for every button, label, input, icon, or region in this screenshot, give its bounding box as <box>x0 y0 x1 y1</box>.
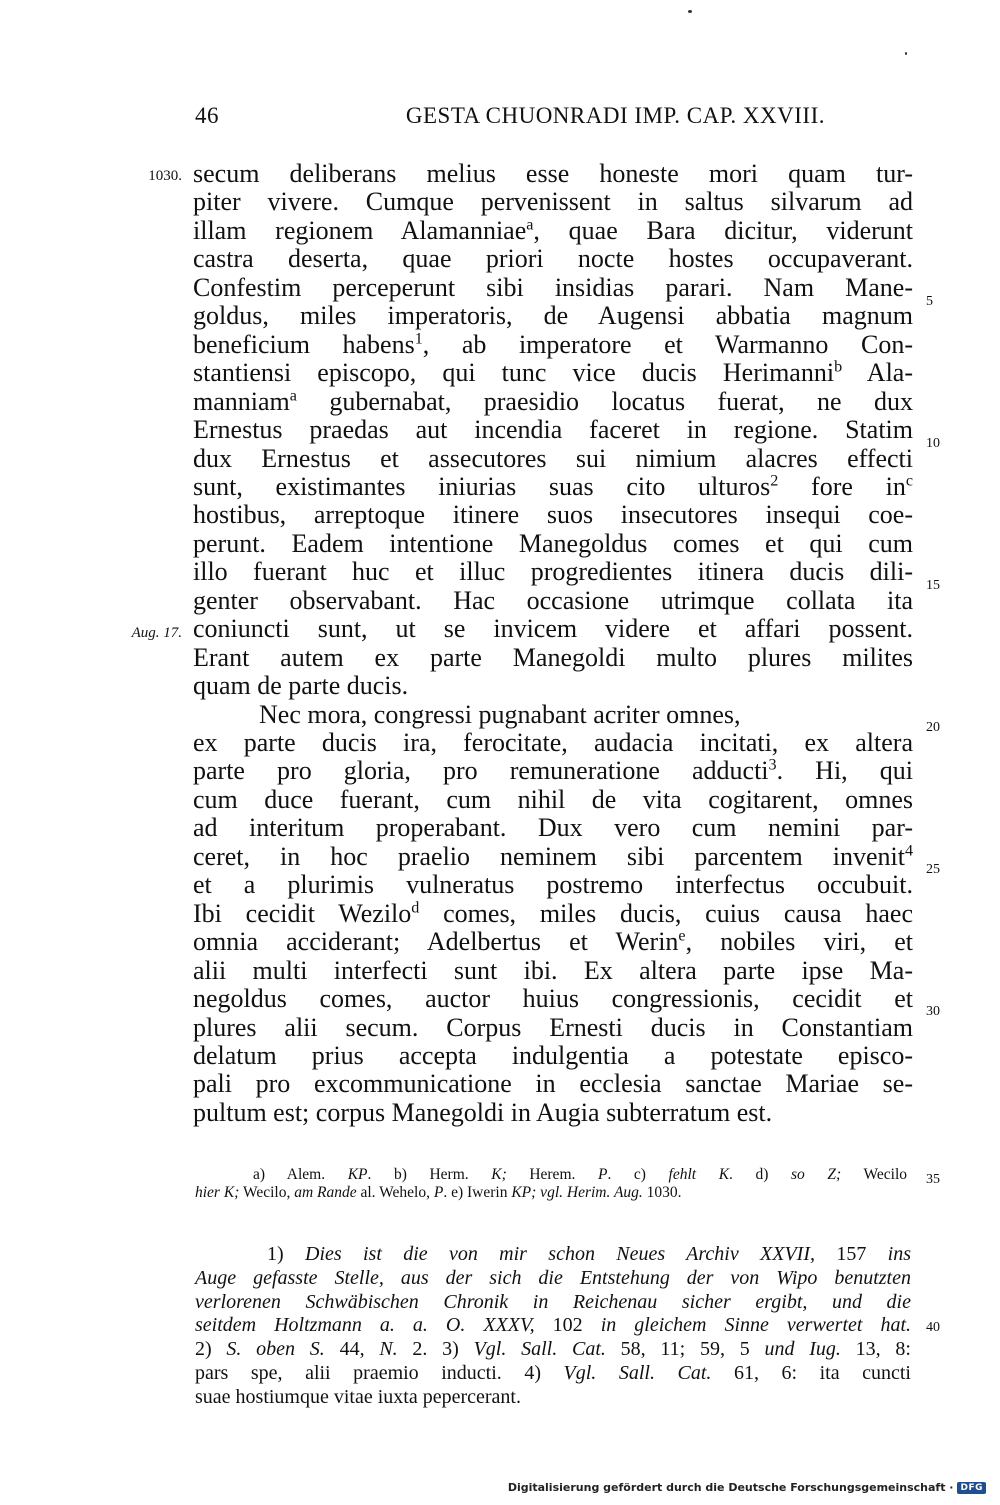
footnote-line: 2) S. oben S. 44, N. 2. 3) Vgl. Sall. Cat. 58, 11; 59, 5 und Iug. 13, 8: <box>195 1338 911 1361</box>
text-line: secum deliberans melius esse honeste mori quam tur- <box>193 159 913 188</box>
text-line: plures alii secum. Corpus Ernesti ducis in Constantiam <box>193 1012 913 1042</box>
scan-speck <box>688 10 692 13</box>
footnote-line: pars spe, alii praemio inducti. 4) Vgl. Sall. Cat. 61, 6: ita cuncti <box>195 1362 911 1384</box>
text-line: parte pro gloria, pro remuneratione adducti$^3$. Hi, qui <box>193 756 913 786</box>
text-line: Ernestus praedas aut incendia faceret in regione. Statim <box>193 415 913 445</box>
text-line: et a plurimis vulneratus postremo interfectus occubuit. <box>193 870 913 900</box>
text-line: quam de parte ducis. <box>193 671 409 701</box>
text-line: ceret, in hoc praelio neminem sibi parcentem invenit$^4$ <box>193 841 913 871</box>
line-number: 40 <box>926 1320 940 1335</box>
text-line: coniuncti sunt, ut se invicem videre et affari possent. <box>193 614 913 644</box>
text-line: piter vivere. Cumque pervenissent in saltus silvarum ad <box>193 187 913 217</box>
text-line: delatum prius accepta indulgentia a potestate episco- <box>193 1040 913 1070</box>
line-number: 10 <box>926 436 940 451</box>
text-line: pultum est; corpus Manegoldi in Augia subterratum est. <box>193 1097 773 1127</box>
text-line: goldus, miles imperatoris, de Augensi abbatia magnum <box>193 301 913 331</box>
text-line: Erant autem ex parte Manegoldi multo plures milites <box>193 642 913 672</box>
dfg-logo: DFG <box>957 1482 986 1494</box>
line-number: 20 <box>926 720 940 735</box>
text-line: illo fuerant huc et illuc progredientes itinera ducis dili- <box>193 557 913 587</box>
footnote-line: seitdem Holtzmann a. a. O. XXXV, 102 in gleichem Sinne verwertet hat. <box>195 1314 912 1337</box>
text-line: ad interitum properabant. Dux vero cum nemini par- <box>193 813 913 843</box>
margin-year: 1030. <box>148 168 182 184</box>
text-line: negoldus comes, auctor huius congressionis, cecidit et <box>193 984 913 1014</box>
credit-text: Digitalisierung gefördert durch die Deutsche Forschungsgemeinschaft · <box>507 1481 954 1494</box>
line-number: 25 <box>926 862 940 877</box>
text-line: illam regionem Alamanniae$^a$, quae Bara dicitur, viderunt <box>193 215 913 245</box>
text-line: manniam$^a$ gubernabat, praesidio locatus fuerat, ne dux <box>193 386 913 416</box>
text-line: omnia acciderant; Adelbertus et Werin$^e$, nobiles viri, et <box>193 927 913 957</box>
scan-speck <box>905 52 907 55</box>
text-line: Confestim perceperunt sibi insidias parari. Nam Mane- <box>193 272 913 302</box>
text-line: beneficium habens$^1$, ab imperatore et Warmanno Con- <box>193 329 913 359</box>
footnote-line: Auge gefasste Stelle, aus der sich die Entstehung der von Wipo benutzten <box>195 1266 911 1289</box>
line-number: 35 <box>926 1172 940 1187</box>
footnote-line: verlorenen Schwäbischen Chronik in Reichenau sicher ergibt, und die <box>195 1290 911 1313</box>
text-line: castra deserta, quae priori nocte hostes occupaverant. <box>193 244 913 274</box>
line-number: 5 <box>926 294 933 309</box>
line-number: 15 <box>926 578 940 593</box>
text-line: alii multi interfecti sunt ibi. Ex altera parte ipse Ma- <box>193 955 913 985</box>
text-line: pali pro excommunicatione in ecclesia sanctae Mariae se- <box>193 1069 913 1099</box>
text-line: genter observabant. Hac occasione utrimque collata ita <box>193 585 913 615</box>
footnote-line: suae hostiumque vitae iuxta pepercerant. <box>195 1385 521 1408</box>
text-line: ex parte ducis ira, ferocitate, audacia incitati, ex altera <box>193 728 913 757</box>
text-line: Ibi cecidit Wezilo$^d$ comes, miles ducis, cuius causa haec <box>193 898 913 928</box>
text-line: cum duce fuerant, cum nihil de vita cogitarent, omnes <box>193 784 913 814</box>
text-line: perunt. Eadem intentione Manegoldus comes et qui cum <box>193 528 913 558</box>
line-number: 30 <box>926 1004 940 1019</box>
text-line: hostibus, arreptoque itinere suos insecutores insequi coe- <box>193 500 913 530</box>
digitization-credit <box>508 1481 986 1494</box>
running-title: GESTA CHUONRADI IMP. CAP. XXVIII. <box>405 103 825 128</box>
margin-date: Aug. 17. <box>131 625 182 641</box>
text-line: Nec mora, congressi pugnabant acriter omnes, <box>259 699 741 729</box>
variant-line: a) Alem. KP. b) Herm. K; Herem. P. c) fehlt K. d) so Z; Wecilo <box>253 1166 908 1183</box>
variant-line: hier K; Wecilo, am Rande al. Wehelo, P. e) Iwerin KP; vgl. Herim. Aug. 1030. <box>195 1184 682 1201</box>
text-line: dux Ernestus et assecutores sui nimium alacres effecti <box>193 443 913 473</box>
text-line: sunt, existimantes iniurias suas cito ulturos$^2$ fore $in^c$ <box>193 471 913 501</box>
footnote-line: 1) Dies ist die von mir schon Neues Archiv XXVII, 157 ins <box>267 1243 911 1265</box>
page-number: 46 <box>195 103 219 128</box>
text-line: stantiensi episcopo, qui tunc vice ducis Herimanni$^b$ Ala- <box>193 358 914 388</box>
